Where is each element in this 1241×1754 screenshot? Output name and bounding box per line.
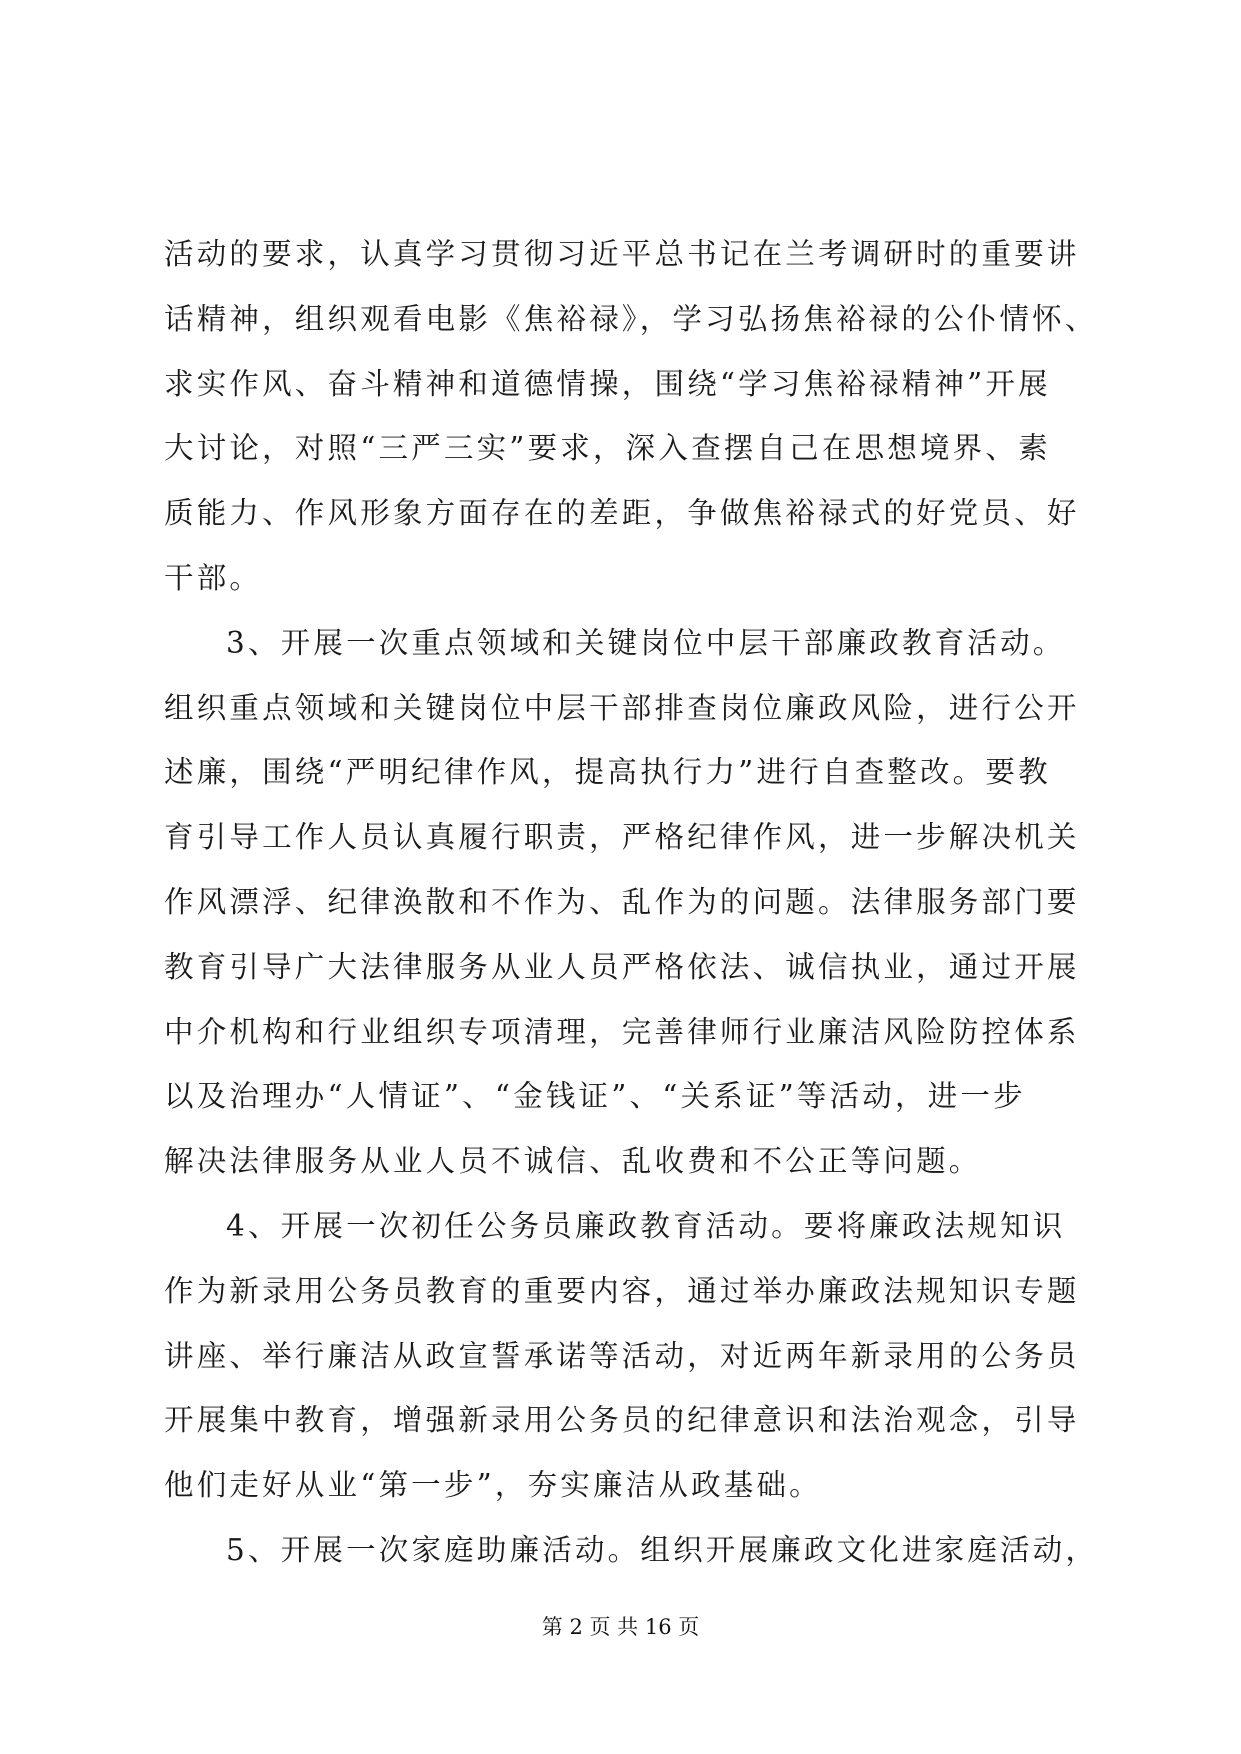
text-line: 话精神，组织观看电影《焦裕禄》，学习弘扬焦裕禄的公仆情怀、 (164, 301, 1098, 336)
text-line: 质能力、作风形象方面存在的差距，争做焦裕禄式的好党员、好 (164, 496, 1080, 531)
text-line: 他们走好从业“第一步”，夯实廉洁从政基础。 (164, 1468, 822, 1503)
text-line: 开展集中教育，增强新录用公务员的纪律意识和法治观念，引导 (164, 1403, 1080, 1438)
text-line: 作风漂浮、纪律涣散和不作为、乱作为的问题。法律服务部门要 (164, 884, 1080, 919)
document-body (164, 222, 1099, 1583)
text-line: 大讨论，对照“三严三实”要求，深入查摆自己在思想境界、素 (164, 431, 1051, 466)
text-line: 述廉，围绕“严明纪律作风，提高执行力”进行自查整改。要教 (164, 755, 1051, 790)
text-line: 3、开展一次重点领域和关键岗位中层干部廉政教育活动。 (226, 625, 1066, 660)
text-line: 干部。 (164, 560, 263, 595)
text-line: 4、开展一次初任公务员廉政教育活动。要将廉政法规知识 (226, 1208, 1066, 1243)
text-line: 作为新录用公务员教育的重要内容，通过举办廉政法规知识专题 (164, 1273, 1080, 1308)
page-footer: 第 2 页 共 16 页 (541, 1615, 700, 1639)
text-line: 中介机构和行业组织专项清理，完善律师行业廉洁风险防控体系 (164, 1014, 1080, 1049)
text-line: 育引导工作人员认真履行职责，严格纪律作风，进一步解决机关 (164, 820, 1080, 855)
text-line: 5、开展一次家庭助廉活动。组织开展廉政文化进家庭活动， (226, 1532, 1099, 1567)
text-line: 以及治理办“人情证”、“金钱证”、“关系证”等活动，进一步 (164, 1079, 1026, 1114)
text-line: 教育引导广大法律服务从业人员严格依法、诚信执业，通过开展 (164, 949, 1080, 984)
text-line: 讲座、举行廉洁从政宣誓承诺等活动，对近两年新录用的公务员 (164, 1338, 1080, 1373)
text-line: 解决法律服务从业人员不诚信、乱收费和不公正等问题。 (164, 1144, 982, 1179)
text-line: 求实作风、奋斗精神和道德情操，围绕“学习焦裕禄精神”开展 (164, 366, 1051, 401)
text-line: 活动的要求，认真学习贯彻习近平总书记在兰考调研时的重要讲 (164, 237, 1080, 271)
text-line: 组织重点领域和关键岗位中层干部排查岗位廉政风险，进行公开 (164, 690, 1080, 725)
